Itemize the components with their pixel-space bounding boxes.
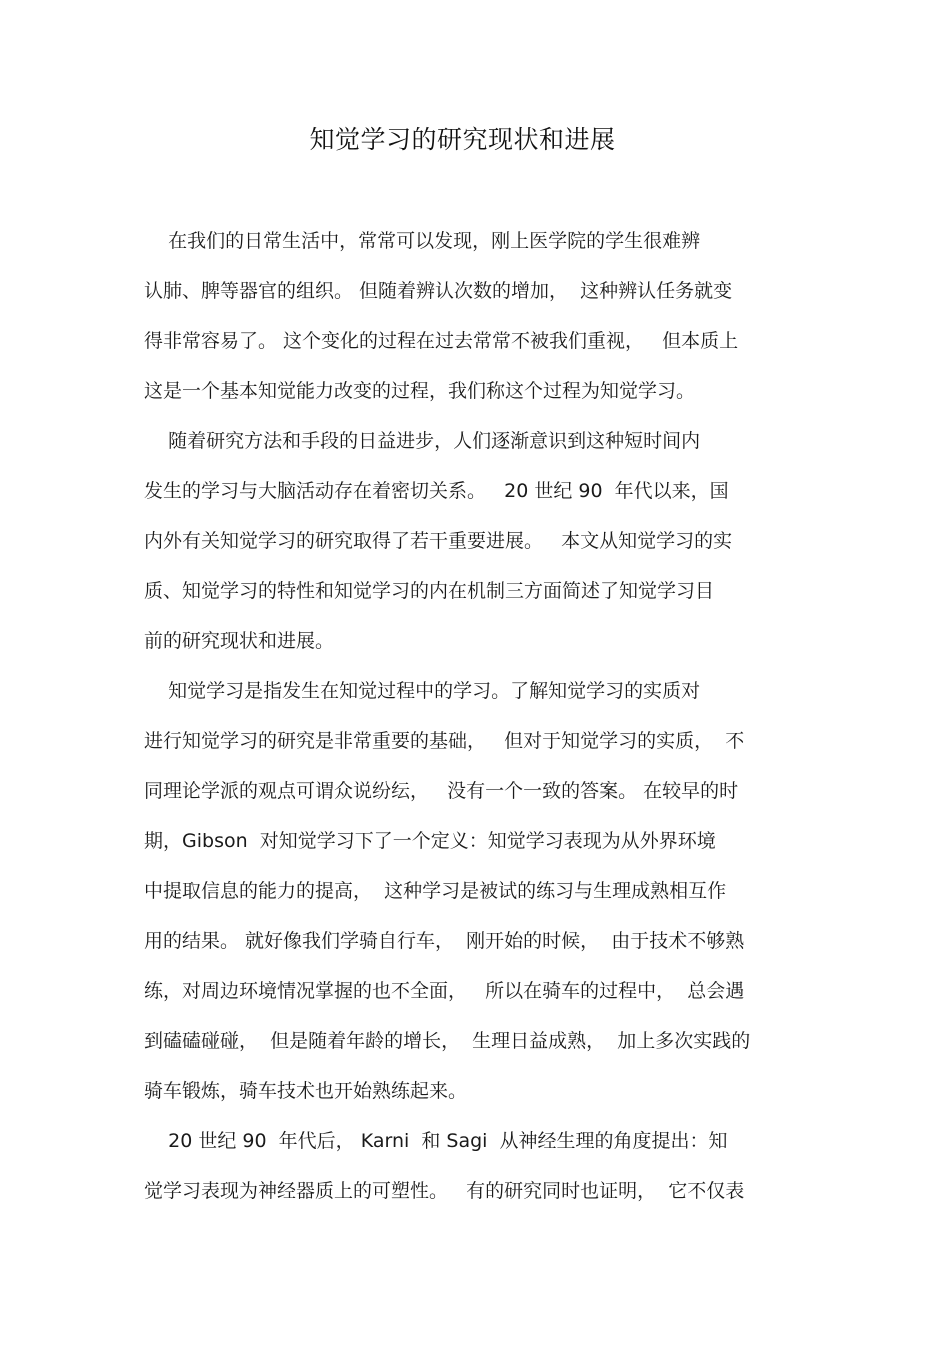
text-line: 到磕磕碰碰， 但是随着年龄的增长， 生理日益成熟， 加上多次实践的: [144, 1030, 751, 1052]
text-line: 认肺、脾等器官的组织。 但随着辨认次数的增加， 这种辨认任务就变: [144, 280, 733, 302]
text-line: 随着研究方法和手段的日益进步，人们逐渐意识到这种短时间内: [144, 430, 701, 452]
text-line: 同理论学派的观点可谓众说纷纭， 没有一个一致的答案。 在较早的时: [144, 780, 739, 802]
text-line: 前的研究现状和进展。: [144, 630, 335, 652]
text-line: 用的结果。 就好像我们学骑自行车， 刚开始的时候， 由于技术不够熟: [144, 930, 745, 952]
text-line: 质、知觉学习的特性和知觉学习的内在机制三方面简述了知觉学习目: [144, 580, 715, 602]
text-line: 得非常容易了。 这个变化的过程在过去常常不被我们重视， 但本质上: [144, 330, 739, 352]
text-line: 在我们的日常生活中，常常可以发现，刚上医学院的学生很难辨: [144, 230, 701, 252]
text-line: 内外有关知觉学习的研究取得了若干重要进展。 本文从知觉学习的实: [144, 530, 733, 552]
text-line: 觉学习表现为神经器质上的可塑性。 有的研究同时也证明， 它不仅表: [144, 1180, 745, 1202]
text-line: 发生的学习与大脑活动存在着密切关系。 20 世纪 90 年代以来，国: [144, 480, 729, 502]
text-line: 中提取信息的能力的提高， 这种学习是被试的练习与生理成熟相互作: [144, 880, 727, 902]
text-line: 20 世纪 90 年代后， Karni 和 Sagi 从神经生理的角度提出：知: [144, 1130, 728, 1152]
text-line: 进行知觉学习的研究是非常重要的基础， 但对于知觉学习的实质， 不: [144, 730, 745, 752]
text-line: 知觉学习是指发生在知觉过程中的学习。了解知觉学习的实质对: [144, 680, 701, 702]
text-line: 这是一个基本知觉能力改变的过程，我们称这个过程为知觉学习。: [144, 380, 696, 402]
text-line: 期，Gibson 对知觉学习下了一个定义：知觉学习表现为从外界环境: [144, 830, 716, 852]
text-line: 骑车锻炼，骑车技术也开始熟练起来。: [144, 1080, 468, 1102]
text-line: 练，对周边环境情况掌握的也不全面， 所以在骑车的过程中， 总会遇: [144, 980, 745, 1002]
document-title: 知觉学习的研究现状和进展: [309, 125, 616, 154]
